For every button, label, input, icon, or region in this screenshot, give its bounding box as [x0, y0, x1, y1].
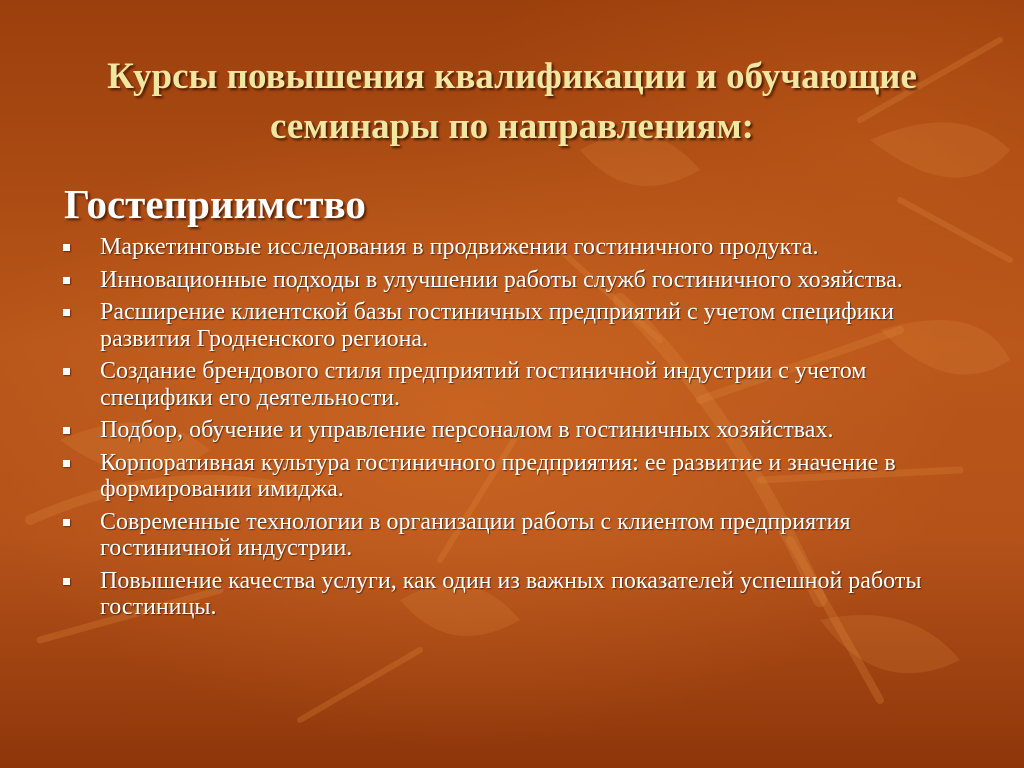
- list-item: [62, 568, 962, 621]
- list-item: [62, 267, 962, 294]
- square-bullet-icon: [63, 427, 70, 434]
- list-item-text: Подбор, обучение и управление персоналом в гостиничных хозяйствах.: [100, 417, 834, 443]
- list-item: [62, 509, 962, 562]
- list-item: [62, 417, 962, 444]
- bullet-list: [62, 234, 962, 627]
- square-bullet-icon: [63, 368, 70, 375]
- section-heading: Гостеприимство: [64, 181, 366, 227]
- square-bullet-icon: [63, 519, 70, 526]
- list-item-text: Инновационные подходы в улучшении работы служб гостиничного хозяйства.: [100, 266, 903, 293]
- list-item-text: Маркетинговые исследования в продвижении гостиничного продукта.: [100, 234, 819, 260]
- list-item: [62, 358, 962, 411]
- list-item: [62, 299, 962, 352]
- list-item-text: Создание брендового стиля предприятий гостиничной индустрии с учетом специфики его деятельности.: [100, 358, 867, 411]
- slide-title-line-1: Курсы повышения квалификации и обучающие: [107, 56, 917, 97]
- list-item: [62, 234, 962, 261]
- list-item-text: Повышение качества услуги, как один из важных показателей успешной работы гостиницы.: [100, 567, 922, 620]
- list-item-text: Современные технологии в организации работы с клиентом предприятия гостиничной индустрии.: [100, 508, 851, 561]
- slide-title: [40, 52, 984, 152]
- list-item-text: Расширение клиентской базы гостиничных предприятий с учетом специфики развития Гродненского региона.: [100, 299, 894, 352]
- list-item: [62, 450, 962, 503]
- square-bullet-icon: [63, 460, 70, 467]
- slide-title-line-2: семинары по направлениям:: [270, 106, 754, 147]
- square-bullet-icon: [63, 309, 70, 316]
- square-bullet-icon: [63, 277, 70, 284]
- list-item-text: Корпоративная культура гостиничного предприятия: ее развитие и значение в формировании имиджа.: [100, 449, 896, 502]
- square-bullet-icon: [63, 244, 70, 251]
- square-bullet-icon: [63, 578, 70, 585]
